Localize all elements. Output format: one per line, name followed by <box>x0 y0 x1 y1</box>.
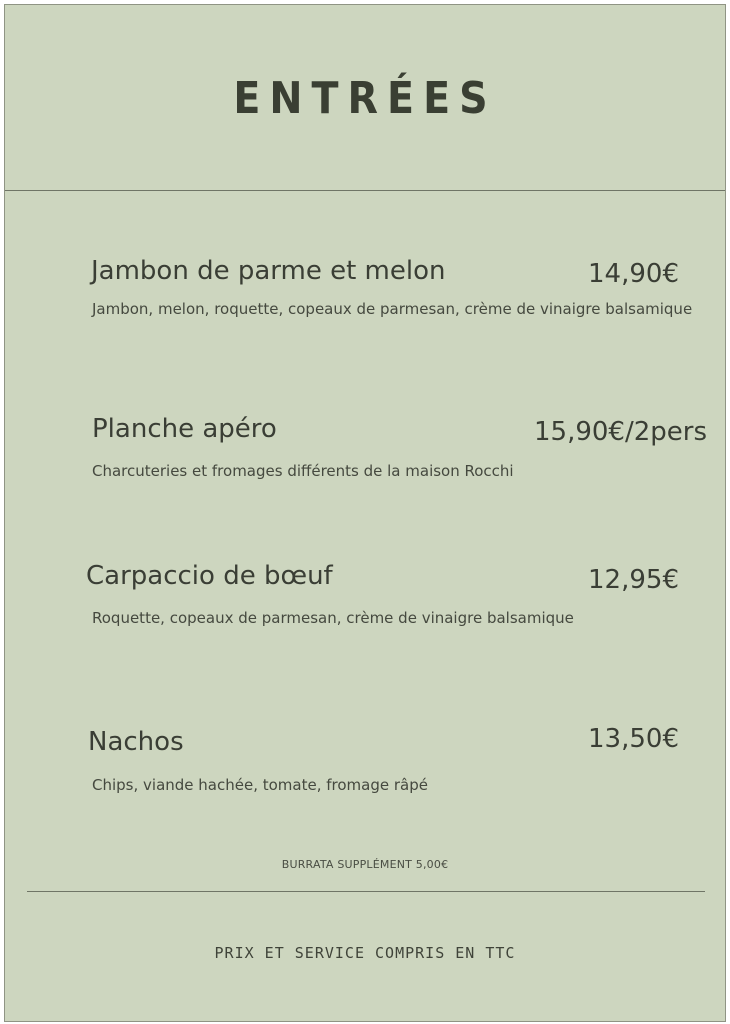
item-description-planche: Charcuteries et fromages différents de la maison Rocchi <box>92 462 514 480</box>
item-name-carpaccio: Carpaccio de bœuf <box>86 561 333 591</box>
item-description-jambon: Jambon, melon, roquette, copeaux de parmesan, crème de vinaigre balsamique <box>92 300 693 318</box>
header-divider <box>5 190 725 191</box>
footer-text: PRIX ET SERVICE COMPRIS EN TTC <box>214 944 516 962</box>
item-description-nachos: Chips, viande hachée, tomate, fromage râpé <box>92 776 428 794</box>
item-price-carpaccio: 12,95€ <box>588 565 679 595</box>
item-price-planche: 15,90€/2pers <box>533 417 707 447</box>
supplement-note: BURRATA SUPPLÉMENT 5,00€ <box>281 858 449 871</box>
menu-page <box>4 4 726 1022</box>
item-description-carpaccio: Roquette, copeaux de parmesan, crème de vinaigre balsamique <box>92 609 574 627</box>
page-title: ENTRÉES <box>233 73 497 124</box>
item-name-planche: Planche apéro <box>92 414 277 444</box>
item-price-nachos: 13,50€ <box>588 724 679 754</box>
footer-divider <box>27 891 705 892</box>
item-price-jambon: 14,90€ <box>588 259 679 289</box>
item-name-jambon: Jambon de parme et melon <box>91 256 446 286</box>
item-name-nachos: Nachos <box>88 727 184 757</box>
